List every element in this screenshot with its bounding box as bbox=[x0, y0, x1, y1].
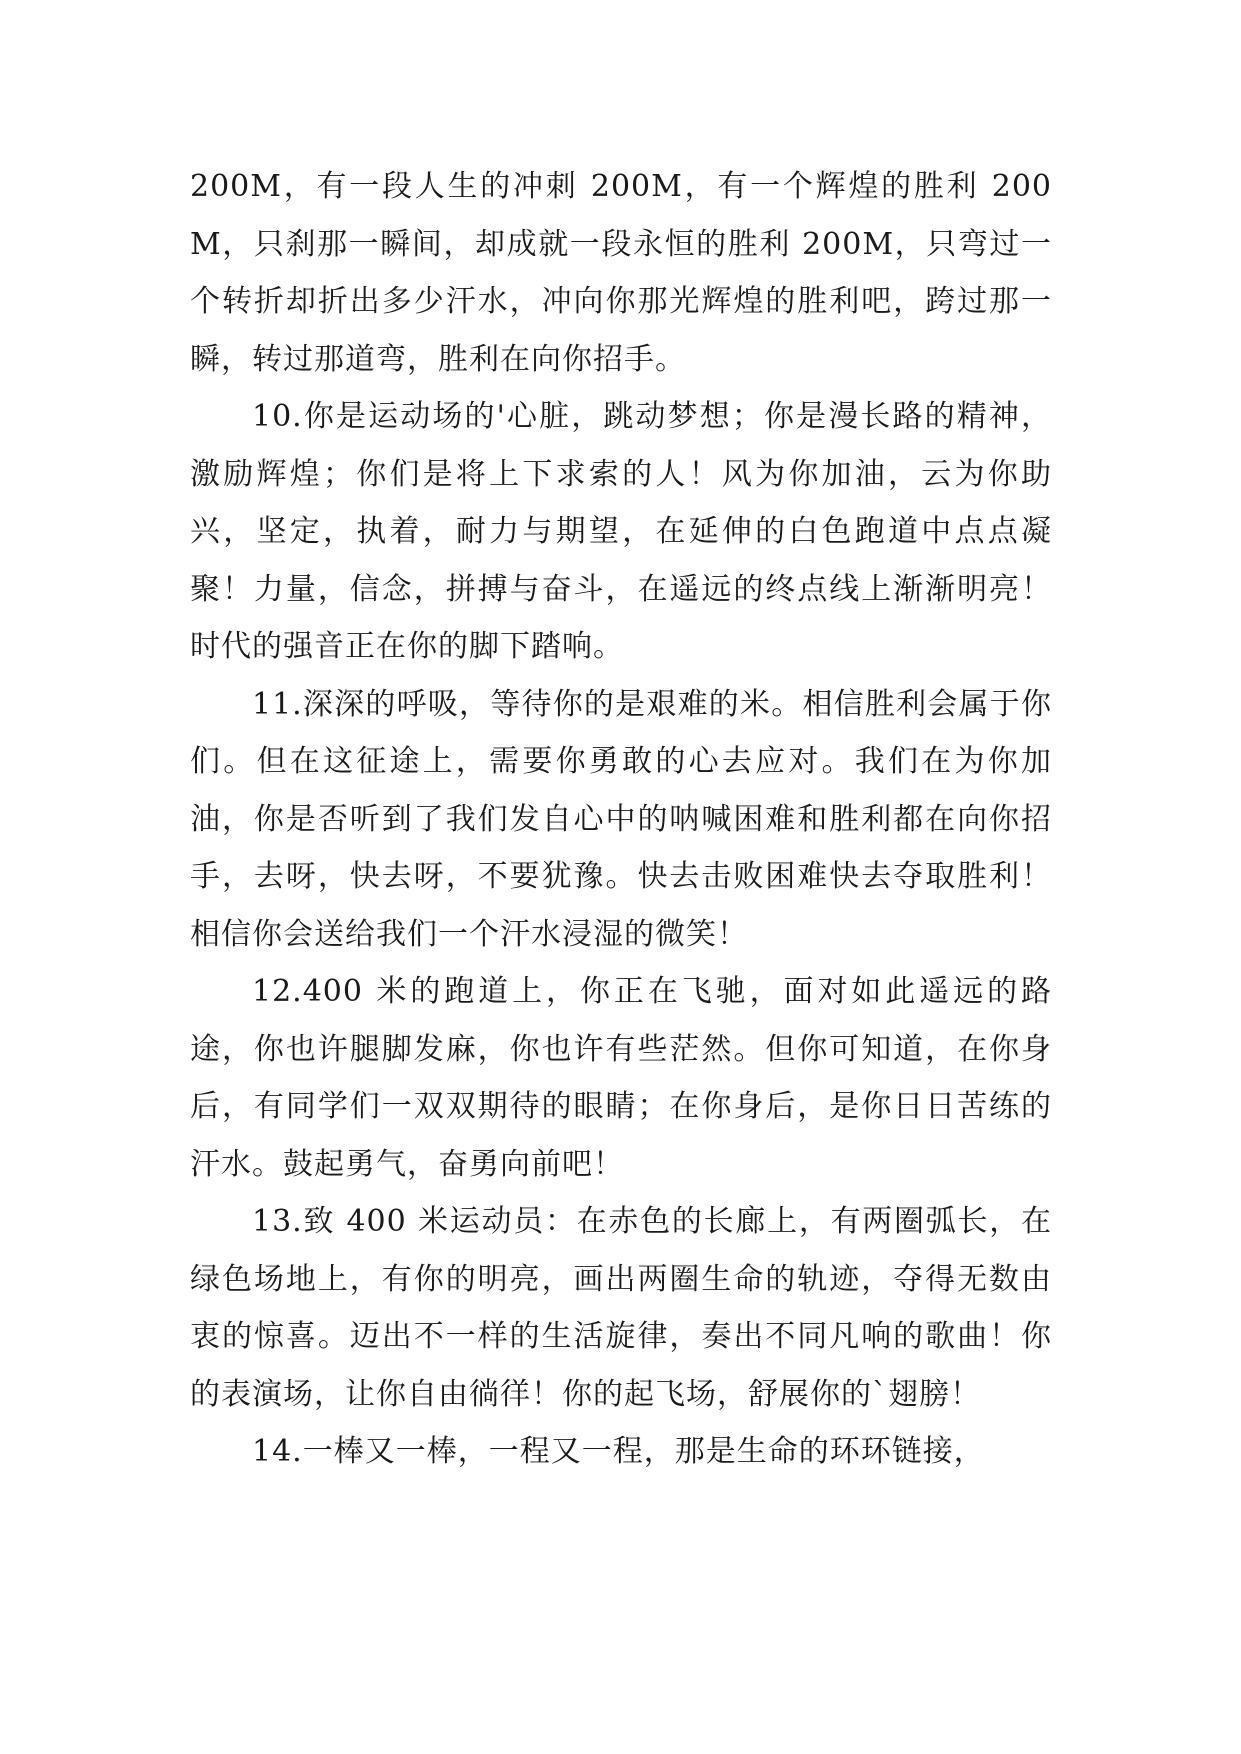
paragraph-13: 13.致 400 米运动员：在赤色的长廊上，有两圈弧长，在绿色场地上，有你的明亮，画出两圈生命的轨迹，夺得无数由衷的惊喜。迈出不一样的生活旋律，奏出不同凡响的歌曲！你的表演场，让你自由徜徉！你的起飞场，舒展你的`翅膀！ bbox=[190, 1204, 1052, 1412]
paragraph-11: 11.深深的呼吸，等待你的是艰难的米。相信胜利会属于你们。但在这征途上，需要你勇敢的心去应对。我们在为你加油，你是否听到了我们发自心中的呐喊困难和胜利都在向你招手，去呀，快去呀，不要犹豫。快去击败困难快去夺取胜利！相信你会送给我们一个汗水浸湿的微笑！ bbox=[190, 686, 1052, 952]
document-page bbox=[190, 158, 1052, 1481]
paragraph-10: 10.你是运动场的'心脏，跳动梦想；你是漫长路的精神，激励辉煌；你们是将上下求索的人！风为你加油，云为你助兴，坚定，执着，耐力与期望，在延伸的白色跑道中点点凝聚！力量，信念，拼搏与奋斗，在遥远的终点线上渐渐明亮！时代的强音正在你的脚下踏响。 bbox=[190, 399, 1052, 664]
paragraph-14: 14.一棒又一棒，一程又一程，那是生命的环环链接， bbox=[252, 1434, 985, 1469]
paragraph-12: 12.400 米的跑道上，你正在飞驰，面对如此遥远的路途，你也许腿脚发麻，你也许有些茫然。但你可知道，在你身后，有同学们一双双期待的眼睛；在你身后，是你日日苦练的汗水。鼓起勇气，奋勇向前吧！ bbox=[190, 974, 1052, 1182]
paragraph-200m-continuation: 200M，有一段人生的冲刺 200M，有一个辉煌的胜利 200M，只刹那一瞬间，却成就一段永恒的胜利 200M，只弯过一个转折却折出多少汗水，冲向你那光辉煌的胜利吧，跨过那一瞬，转过那道弯，胜利在向你招手。 bbox=[190, 169, 1052, 377]
